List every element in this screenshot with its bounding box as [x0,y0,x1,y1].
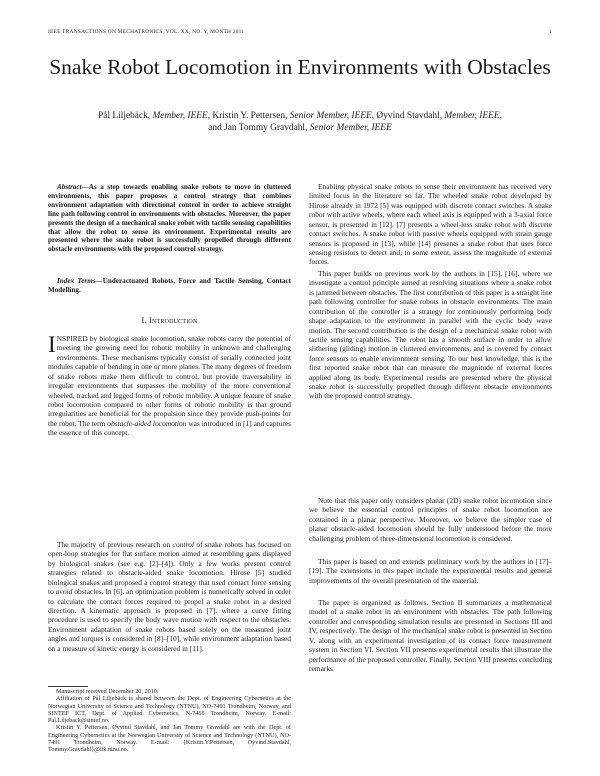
footnotes [48,688,291,754]
author-line-2: and Jan Tommy Gravdahl, Senior Member, IEEE [208,122,392,133]
author-line-1: Pål Liljebäck, Member, IEEE, Kristin Y. Pettersen, Senior Member, IEEE, Øyvind Stavdahl, Member, IEEE, [98,111,502,121]
abstract-text: —As a step towards enabling snake robots to move in cluttered environments, this paper proposes a control strategy that combines environment adaptation with directional control in order to achieve straight line path following control in environments with obstacles. Moreover, the paper presents the design of a mechanical snake robot with tactile sensing capabilities that allow the robot to sense its environment. Experimental results are presented where the snake robot is successfully propelled through different obstacle environments with the proposed control strategy. [48,183,291,254]
right-paragraph-2: This paper builds on previous work by the authors in [15], [16], where we investigate a control principle aimed at resolving situations where a snake robot is jammed between obstacles. The first contribution of this paper is a straight line path following controller for snake robots in obstacle environments. The main contribution of the controller is a strategy for continuously performing body shape adaptation to the environment in parallel with the cyclic body wave motion. The second contribution is the design of a mechanical snake robot with tactile sensing capabilities. The robot has a smooth surface in order to allow slithering (gliding) motion in cluttered environments, and is covered by contact force sensors to enable environment sensing. To our best knowledge, this is the first reported snake robot that can measure the magnitude of external forces applied along its body. Experimental results are presented where the physical snake robot is successfully propelled through different obstacle environments with the proposed control strategy. [309,269,552,401]
abstract-label: Abstract [57,183,82,191]
footnote-affiliation-1: Affiliation of Pål Liljebäck is shared between the Dept. of Engineering Cybernetics at the Norwegian University of Science and Technology (NTNU), NO-7491 Trondheim, Norway, and SINTEF ICT, Dept. of Applied Cybernetics, N-7465 Trondheim, Norway. E-mail: Pal.Liljeback@sintef.no. [48,695,291,725]
paper-title: Snake Robot Locomotion in Environments with Obstacles [49,55,551,79]
journal-header: IEEE TRANSACTIONS ON MECHATRONICS, VOL. XX, NO. Y, MONTH 2011 [48,29,245,35]
author-list [60,111,540,134]
intro-paragraph-2: The majority of previous research on control of snake robots has focused on open-loop strategies for flat surface motion aimed at resembling gaits displayed by biological snakes (see e.g. [2]–[4]). Only a few works present control strategies related to obstacle-aided snake locomotion. Hirose [5] studied biological snakes and proposed a control strategy that used contact force sensing to avoid obstacles. In [6], an optimization problem is numerically solved in order to calculate the contact forces required to propel a snake robot in a desired direction. A kinematic approach is proposed in [7], where a curve fitting procedure is used to specify the body wave motion with respect to the obstacles. Environment adaptation of snake robots based solely on the measured joint angles and torques is considered in [8]–[10], while environment adaptation based on a measure of kinetic energy is considered in [11]. [48,540,291,653]
intro-paragraph-1: INSPIRED by biological snake locomotion, snake robots carry the potential of meeting the growing need for robotic mobility in unknown and challenging environments. These mechanisms typically consist of serially connected joint modules capable of bending in one or more planes. The many degrees of freedom of snake robots make them difficult to control, but provide traversability in irregular environments that surpasses the mobility of the more conventional wheeled, tracked and legged forms of robotic mobility. A unique feature of snake robot locomotion compared to other forms of robotic mobility is that ground irregularities are beneficial for the propulsion since they provide push-points for the robot. The term obstacle-aided locomotion was introduced in [1] and captures the essence of this concept. [48,332,291,438]
index-terms [48,277,291,295]
right-paragraph-3: Note that this paper only considers planar (2D) snake robot locomotion since we believe the essential control principles of snake robot locomotion are contained in a planar perspective. Moreover, we believe the simpler case of planar obstacle-aided locomotion should be fully understood before the more challenging problem of three-dimensional locomotion is considered. [309,496,552,543]
right-paragraph-1: Enabling physical snake robots to sense their environment has received very limited focus in the literature so far. The wheeled snake robot developed by Hirose already in 1972 [5] was equipped with discrete contact switches. A snake robot with active wheels, where each wheel axis is equipped with a 3-axial force sensor, is presented in [12]. [7] presents a wheel-less snake robot with discrete contact switches. A snake robot with passive wheels equipped with strain gauge sensors is proposed in [13], while [14] presents a snake robot that uses force sensing resistors to detect and, to some extent, assess the magnitude of external forces. [309,182,552,267]
footnote-affiliation-2: Kristin Y. Pettersen, Øyvind Stavdahl, and Jan Tommy Gravdahl are with the Dept. of Engineering Cybernetics at the Norwegian University of Science and Technology (NTNU), NO-7491 Trondheim, Norway. E-mail: {Kristin.Y.Pettersen, Oyvind.Stavdahl, Tommy.Gravdahl}@itk.ntnu.no. [48,724,291,754]
footnote-manuscript: Manuscript received December 20, 2010. [56,688,159,695]
running-header [48,29,552,39]
right-paragraph-4: This paper is based on and extends preliminary work by the authors in [17]–[19]. The extensions in this paper include the experimental results and general improvements of the overall presentation of the material. [309,557,552,585]
abstract [48,183,291,254]
index-terms-label: Index Terms [57,277,96,285]
page-number: 1 [549,29,552,35]
dropcap-letter: I [48,332,56,357]
section-heading-introduction: I. Introduction [141,316,198,325]
footnote-rule [48,686,88,687]
right-paragraph-5: The paper is organized as follows. Section II summarizes a mathematical model of a snake robot in an environment with obstacles. The path following controller and corresponding simulation results are presented in Sections III and IV, respectively. The design of the mechanical snake robot is presented in Section V, along with an experimental investigation of its contact force measurement system in Section VI. Section VII presents experimental results that illustrate the performance of the proposed controller. Finally, Section VIII presents concluding remarks. [309,598,552,673]
index-terms-text: —Underactuated Robots, Force and Tactile Sensing, Contact Modelling. [48,277,291,294]
